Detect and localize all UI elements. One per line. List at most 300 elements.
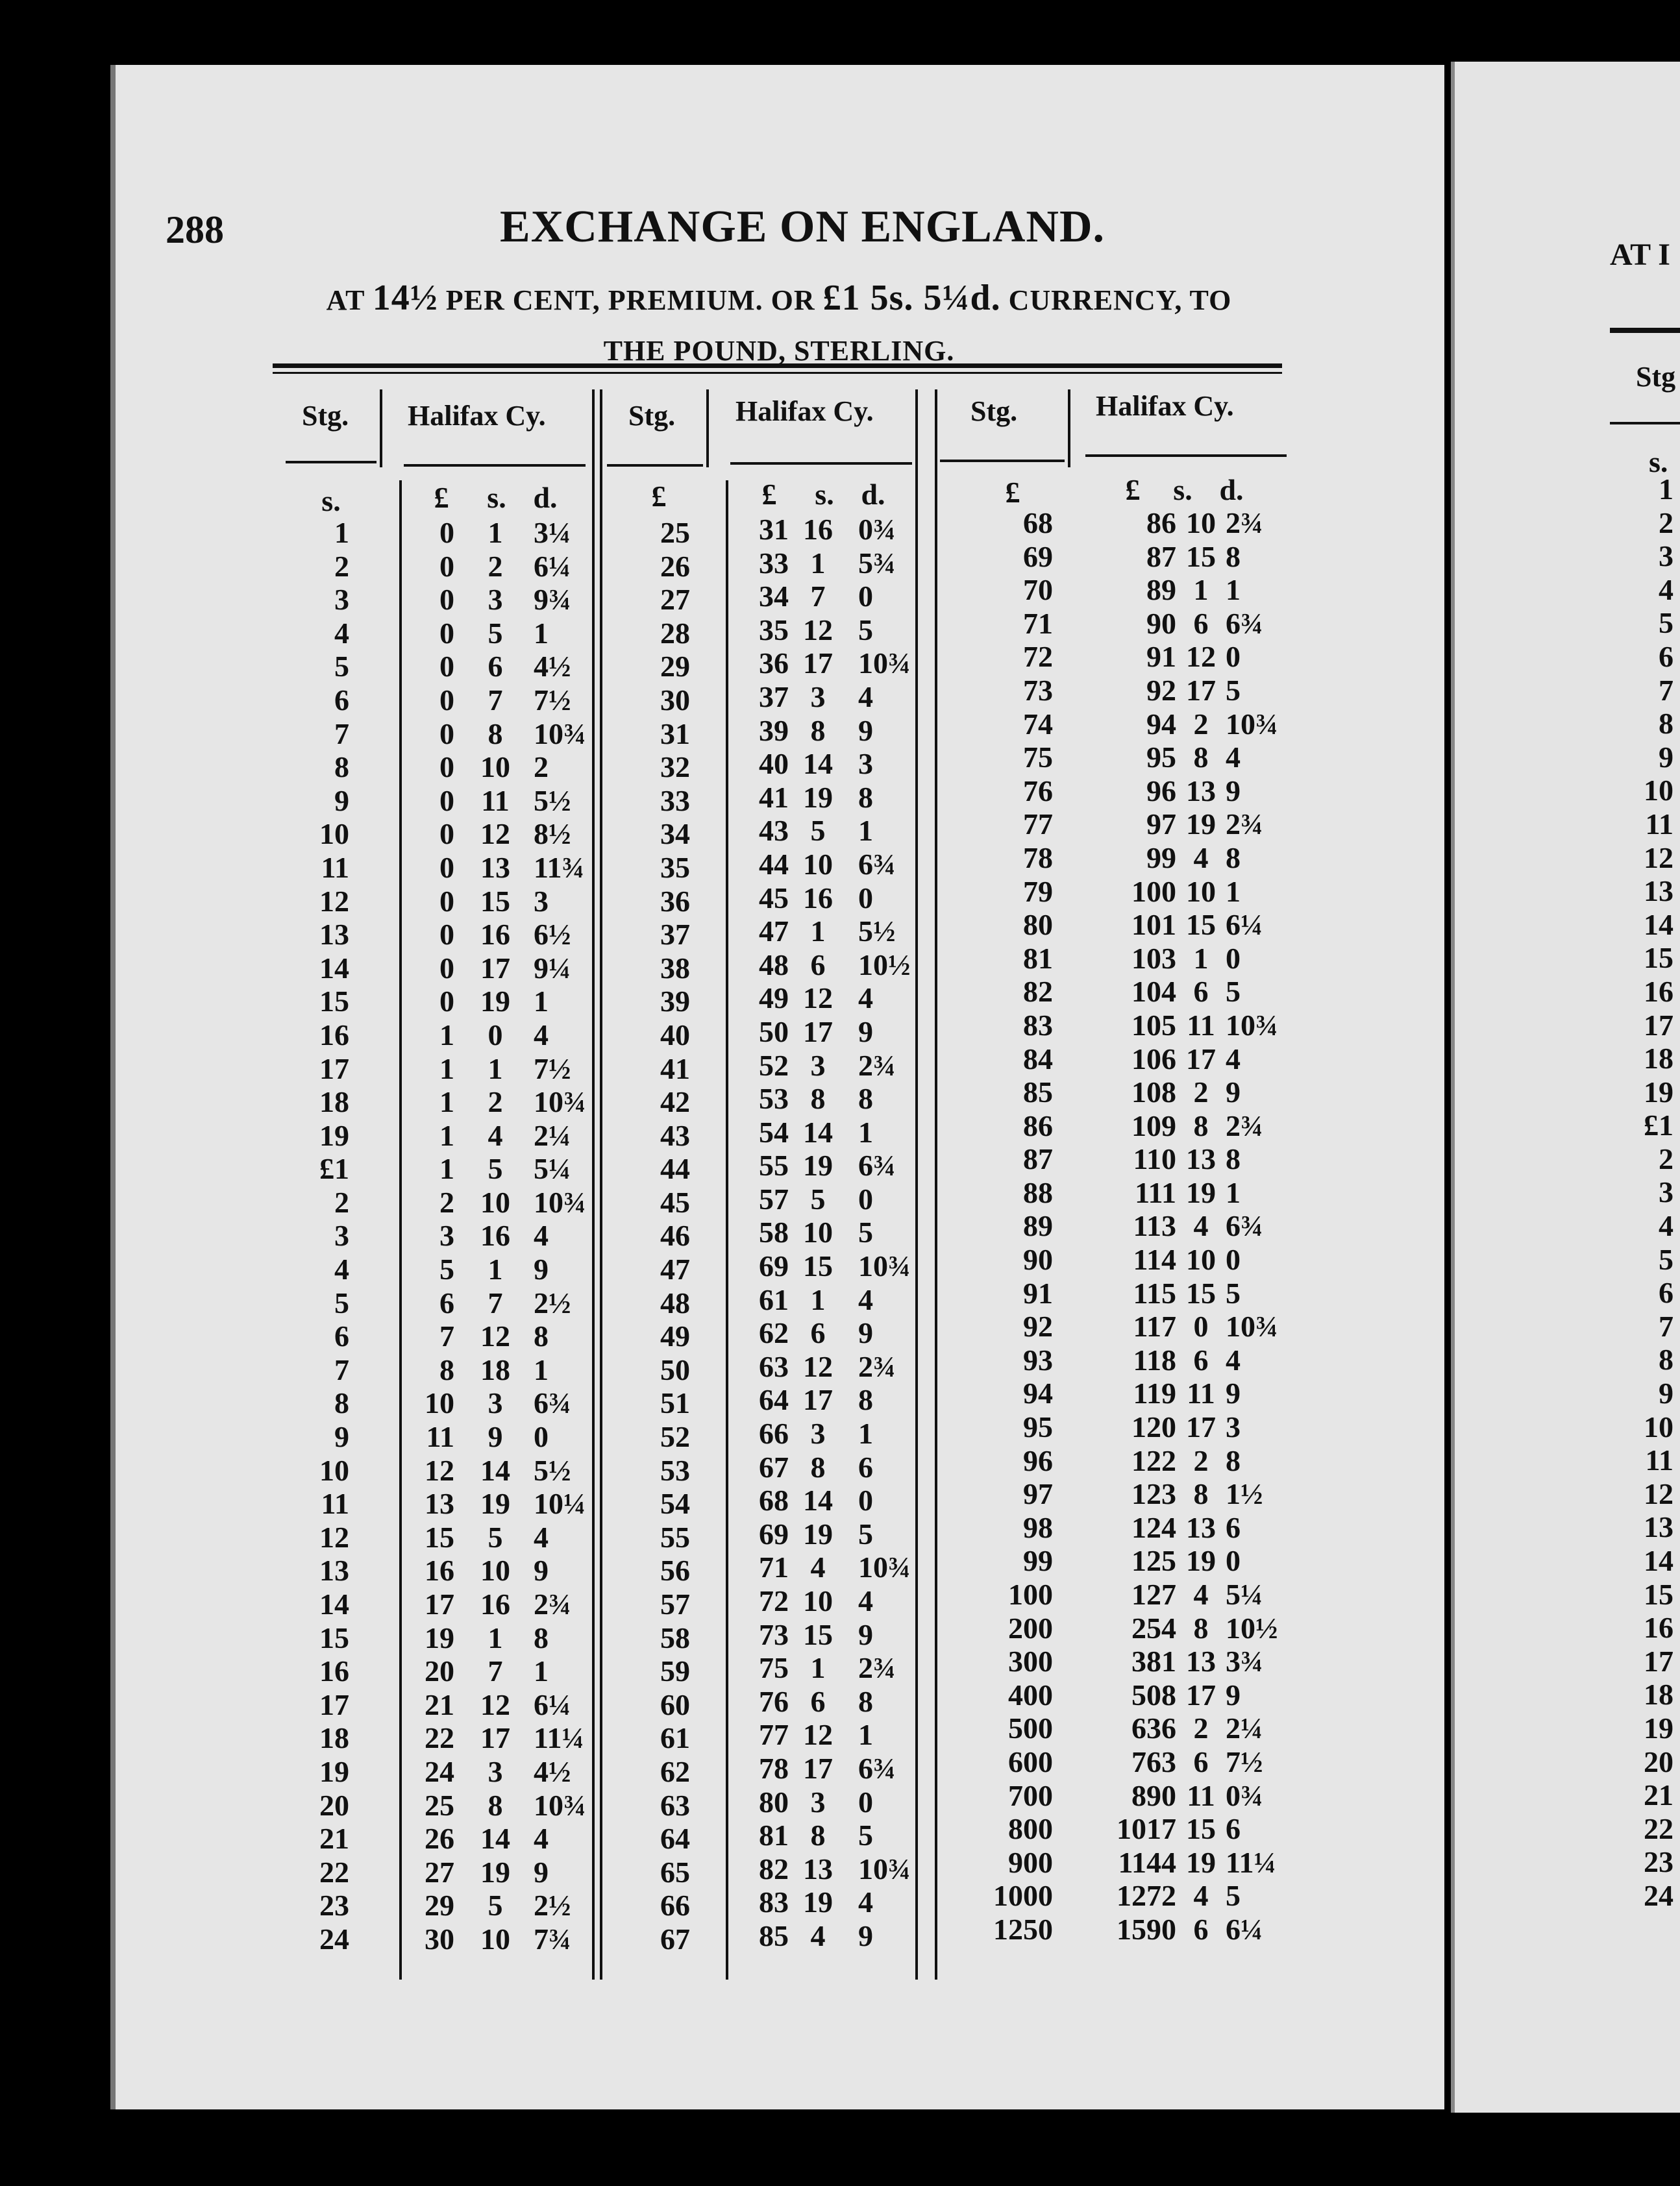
right-page-stg-fragment: Stg [1636, 361, 1676, 393]
table-cell: 9¼ [534, 951, 571, 985]
table-cell: 10 [803, 1216, 833, 1249]
table-cell: 3 [439, 1219, 454, 1253]
table-cell: 120 [1131, 1410, 1176, 1444]
table-cell: 61 [759, 1283, 789, 1316]
table-cell: 17 [1186, 673, 1216, 707]
table-cell: 3 [1659, 1175, 1674, 1209]
table-cell: 4 [1226, 1343, 1241, 1377]
table-cell: 96 [1023, 1443, 1053, 1477]
table-cell: 1 [1193, 573, 1209, 607]
table-cell: 11 [1187, 1778, 1215, 1812]
table-cell: 4 [534, 1018, 549, 1051]
header-rule [1085, 454, 1287, 457]
column-divider [915, 389, 918, 1980]
table-cell: 0 [858, 1484, 873, 1517]
table-cell: 47 [660, 1253, 690, 1286]
table-cell: 14 [803, 1484, 833, 1517]
table-cell: 8 [858, 1684, 873, 1718]
table-cell: 9 [488, 1420, 503, 1454]
table-cell: 100 [1008, 1578, 1053, 1611]
table-cell: 2¾ [858, 1349, 896, 1383]
table-cell: 7 [1659, 673, 1674, 707]
table-cell: 4 [1659, 572, 1674, 606]
table-cell: 10 [1644, 774, 1674, 807]
table-cell: 100 [1131, 874, 1176, 908]
table-cell: 9 [858, 1617, 873, 1651]
table-cell: 82 [759, 1852, 789, 1885]
table-cell: 15 [1186, 1812, 1216, 1846]
table-cell: 1 [488, 1051, 503, 1085]
column-divider [399, 480, 402, 1980]
table-cell: 15 [425, 1520, 454, 1554]
table-cell: 47 [759, 915, 789, 948]
table-cell: 10 [319, 1453, 349, 1487]
table-cell: 8 [488, 1788, 503, 1822]
section1-pence-column [534, 516, 591, 1956]
table-cell: 63 [660, 1788, 690, 1822]
table-cell: 5 [439, 1253, 454, 1286]
table-cell: 4 [488, 1118, 503, 1152]
table-cell: 7 [1659, 1309, 1674, 1343]
table-cell: 97 [1023, 1477, 1053, 1511]
section1-shillings-column [466, 516, 525, 1956]
table-cell: 4 [334, 616, 349, 650]
table-cell: 6 [1226, 1510, 1241, 1544]
table-cell: 27 [425, 1855, 454, 1889]
table-cell: 26 [660, 549, 690, 583]
table-cell: 12 [1644, 1477, 1674, 1510]
table-cell: 115 [1133, 1276, 1176, 1310]
table-cell: 55 [660, 1520, 690, 1554]
table-cell: 11 [481, 783, 510, 817]
header-stg-1: Stg. [302, 400, 349, 432]
table-cell: 98 [1023, 1510, 1053, 1544]
section2-pence-column [858, 513, 915, 1953]
table-cell: 18 [319, 1721, 349, 1755]
table-cell: 19 [1644, 1075, 1674, 1109]
table-cell: 19 [480, 1855, 510, 1889]
table-cell: 1 [334, 516, 349, 549]
table-cell: 76 [759, 1684, 789, 1718]
table-cell: 1 [534, 1654, 549, 1688]
table-cell: 4 [1193, 1578, 1209, 1611]
table-cell: 85 [759, 1919, 789, 1952]
table-cell: 7½ [534, 683, 571, 717]
table-cell: 9 [858, 1919, 873, 1952]
table-cell: 13 [1644, 1510, 1674, 1544]
table-cell: 4 [534, 1219, 549, 1253]
table-cell: 4 [858, 1885, 873, 1919]
table-cell: 35 [660, 850, 690, 884]
table-cell: 83 [759, 1885, 789, 1919]
table-cell: 48 [660, 1286, 690, 1320]
table-cell: 15 [1186, 1276, 1216, 1310]
page-number: 288 [166, 208, 224, 251]
table-cell: 8 [858, 780, 873, 814]
table-cell: 11¼ [534, 1721, 584, 1755]
right-page-rule [1610, 328, 1680, 333]
table-cell: 69 [759, 1249, 789, 1283]
table-cell: 8 [334, 750, 349, 784]
table-cell: 0 [439, 549, 454, 583]
table-cell: 5 [1226, 975, 1241, 1009]
table-cell: 10½ [1226, 1611, 1278, 1645]
table-cell: 16 [1644, 1611, 1674, 1645]
table-cell: 54 [759, 1115, 789, 1149]
table-cell: 14 [480, 1453, 510, 1487]
table-cell: 39 [759, 713, 789, 747]
table-cell: 52 [759, 1048, 789, 1082]
table-cell: 8 [858, 1082, 873, 1116]
unit-shillings-3: s. [1173, 473, 1192, 506]
table-cell: 7 [334, 717, 349, 750]
table-cell: 19 [480, 985, 510, 1018]
table-cell: 8 [810, 1819, 826, 1852]
table-cell: 23 [1644, 1845, 1674, 1879]
table-cell: 29 [660, 650, 690, 683]
table-cell: 900 [1008, 1845, 1053, 1879]
table-cell: 8 [334, 1386, 349, 1420]
table-cell: 8 [1226, 539, 1241, 573]
table-cell: 57 [660, 1588, 690, 1621]
unit-pounds-3: £ [1125, 473, 1141, 506]
table-cell: 500 [1008, 1712, 1053, 1745]
table-cell: 8 [439, 1353, 454, 1386]
table-cell: 1250 [993, 1912, 1053, 1946]
table-cell: 10 [480, 750, 510, 784]
column-divider [726, 480, 728, 1980]
table-cell: 38 [660, 951, 690, 985]
table-cell: 4 [858, 1283, 873, 1316]
table-cell: 6¼ [534, 1688, 571, 1721]
table-cell: 10¾ [1226, 1310, 1278, 1344]
table-cell: 16 [319, 1018, 349, 1051]
table-cell: 10 [480, 1554, 510, 1588]
table-cell: 73 [759, 1617, 789, 1651]
table-cell: 19 [803, 1149, 833, 1183]
table-cell: 2¼ [1226, 1712, 1263, 1745]
table-cell: 3 [810, 1785, 826, 1819]
table-cell: 1 [858, 1417, 873, 1451]
table-cell: 8 [810, 713, 826, 747]
table-cell: 11 [1645, 1443, 1674, 1477]
table-cell: 40 [759, 747, 789, 781]
table-cell: 6 [488, 650, 503, 683]
table-cell: 91 [1023, 1276, 1053, 1310]
table-cell: 14 [480, 1822, 510, 1856]
table-cell: 10¾ [1226, 707, 1278, 741]
table-cell: 5 [1226, 1276, 1241, 1310]
table-cell: 33 [759, 546, 789, 580]
table-cell: 17 [1186, 1678, 1216, 1712]
table-cell: 109 [1131, 1109, 1176, 1142]
table-cell: 12 [480, 1688, 510, 1721]
table-cell: 83 [1023, 1008, 1053, 1042]
table-cell: 6¼ [534, 549, 571, 583]
table-subtitle [247, 273, 1311, 376]
table-cell: 1 [1193, 941, 1209, 975]
table-cell: 68 [1023, 506, 1053, 539]
table-cell: 13 [319, 918, 349, 952]
table-cell: 0 [439, 817, 454, 851]
table-cell: 3 [1226, 1410, 1241, 1444]
table-cell: 5½ [534, 1453, 571, 1487]
table-cell: 11 [321, 1487, 349, 1521]
table-cell: 50 [759, 1014, 789, 1048]
table-cell: 9 [334, 1420, 349, 1454]
header-rule [404, 464, 586, 467]
table-cell: 0 [439, 951, 454, 985]
table-cell: 16 [480, 918, 510, 952]
table-cell: 92 [1146, 673, 1176, 707]
table-cell: 5 [488, 616, 503, 650]
table-cell: 19 [319, 1118, 349, 1152]
table-cell: 6¼ [1226, 908, 1263, 942]
table-cell: 254 [1131, 1611, 1176, 1645]
table-cell: 10¾ [534, 1185, 586, 1219]
table-cell: 3 [810, 1417, 826, 1451]
table-cell: 64 [660, 1822, 690, 1856]
table-cell: 17 [1644, 1008, 1674, 1042]
table-cell: 72 [759, 1584, 789, 1617]
table-cell: 0 [858, 1785, 873, 1819]
table-cell: 91 [1146, 640, 1176, 674]
table-cell: 19 [1186, 1544, 1216, 1578]
table-cell: 62 [660, 1754, 690, 1788]
table-cell: 12 [803, 981, 833, 1015]
table-cell: 0 [534, 1420, 549, 1454]
table-cell: 13 [1186, 774, 1216, 807]
table-top-rule [273, 363, 1282, 374]
table-cell: 10¾ [534, 1788, 586, 1822]
table-cell: 22 [319, 1855, 349, 1889]
table-cell: 12 [480, 817, 510, 851]
table-cell: 5 [1226, 673, 1241, 707]
table-cell: 0 [439, 985, 454, 1018]
table-cell: 7 [488, 1654, 503, 1688]
table-cell: 2¾ [858, 1048, 896, 1082]
table-cell: 21 [1644, 1778, 1674, 1812]
table-cell: 44 [660, 1152, 690, 1186]
table-cell: 4½ [534, 1754, 571, 1788]
table-cell: 58 [759, 1216, 789, 1249]
table-cell: 67 [660, 1922, 690, 1956]
table-cell: 17 [1186, 1042, 1216, 1075]
section2-shillings-column [792, 513, 844, 1953]
table-cell: 8 [810, 1450, 826, 1484]
table-cell: 4 [1193, 1209, 1209, 1243]
table-cell: 3 [488, 1754, 503, 1788]
table-cell: 29 [425, 1889, 454, 1922]
table-cell: 6¾ [858, 847, 896, 881]
table-cell: 94 [1023, 1377, 1053, 1410]
table-cell: 12 [803, 1718, 833, 1752]
table-cell: 12 [319, 884, 349, 918]
table-cell: 89 [1146, 573, 1176, 607]
table-cell: 2 [534, 750, 549, 784]
right-page-stg-column [1610, 473, 1680, 1913]
table-cell: 1 [858, 814, 873, 848]
table-cell: 1 [1659, 473, 1674, 506]
table-cell: 6¾ [858, 1149, 896, 1183]
table-cell: 12 [425, 1453, 454, 1487]
table-cell: 78 [1023, 841, 1053, 874]
table-cell: 7 [810, 580, 826, 613]
table-cell: 7½ [534, 1051, 571, 1085]
table-cell: 88 [1023, 1175, 1053, 1209]
table-cell: 17 [803, 1751, 833, 1785]
table-cell: 13 [480, 850, 510, 884]
table-cell: 0 [439, 918, 454, 952]
table-cell: 76 [1023, 774, 1053, 807]
table-cell: 74 [1023, 707, 1053, 741]
table-cell: 124 [1131, 1510, 1176, 1544]
table-cell: 2¾ [858, 1651, 896, 1685]
table-cell: 17 [319, 1051, 349, 1085]
table-cell: 7 [488, 683, 503, 717]
table-cell: 5¼ [1226, 1578, 1263, 1611]
table-cell: 3 [488, 1386, 503, 1420]
table-cell: 4 [1193, 1879, 1209, 1913]
table-cell: 2¾ [1226, 807, 1263, 841]
table-cell: 127 [1131, 1578, 1176, 1611]
right-page-header-rule [1610, 422, 1680, 424]
table-cell: 67 [759, 1450, 789, 1484]
table-cell: 48 [759, 948, 789, 981]
table-cell: 5 [334, 1286, 349, 1320]
table-cell: 117 [1133, 1310, 1176, 1344]
table-cell: 18 [1644, 1042, 1674, 1075]
table-cell: 30 [660, 683, 690, 717]
section3-shillings-column [1178, 506, 1224, 1947]
section2-pounds-column [730, 513, 789, 1953]
table-cell: 17 [1186, 1410, 1216, 1444]
table-cell: 16 [803, 513, 833, 546]
table-cell: 15 [1644, 1577, 1674, 1611]
table-cell: 6 [334, 1320, 349, 1353]
table-cell: 20 [319, 1788, 349, 1822]
table-cell: 3 [334, 583, 349, 617]
column-divider [1068, 389, 1070, 467]
table-cell: 5¾ [858, 546, 896, 580]
table-cell: 8 [1193, 1611, 1209, 1645]
table-cell: 3 [810, 1048, 826, 1082]
table-cell: 85 [1023, 1075, 1053, 1109]
table-cell: 46 [660, 1219, 690, 1253]
table-cell: 16 [803, 881, 833, 915]
table-cell: 51 [660, 1386, 690, 1420]
table-cell: 19 [803, 1885, 833, 1919]
unit-stg-3: £ [1005, 476, 1020, 509]
table-cell: 0 [439, 650, 454, 683]
table-cell: 0 [858, 1182, 873, 1216]
table-cell: 8 [1226, 1443, 1241, 1477]
table-cell: 4 [858, 1584, 873, 1617]
table-cell: 9 [1659, 740, 1674, 774]
table-cell: 6 [810, 1316, 826, 1350]
table-cell: 0 [439, 683, 454, 717]
table-cell: 24 [319, 1922, 349, 1956]
table-cell: 0 [488, 1018, 503, 1051]
table-cell: 2 [334, 1185, 349, 1219]
table-cell: 6¼ [1226, 1912, 1263, 1946]
table-cell: 10 [1186, 506, 1216, 539]
table-cell: 41 [759, 780, 789, 814]
table-cell: 18 [319, 1085, 349, 1119]
table-cell: 2¼ [534, 1118, 571, 1152]
page-title: EXCHANGE ON ENGLAND. [500, 202, 1106, 252]
right-page-header-fragment: AT I [1610, 238, 1670, 272]
table-cell: 39 [660, 985, 690, 1018]
table-cell: 14 [319, 1588, 349, 1621]
table-cell: 2 [1193, 1443, 1209, 1477]
header-stg-2: Stg. [628, 400, 676, 432]
table-cell: 89 [1023, 1209, 1053, 1243]
table-cell: 1 [858, 1115, 873, 1149]
table-cell: 3 [1659, 539, 1674, 573]
table-cell: 8 [858, 1383, 873, 1417]
table-cell: 75 [759, 1651, 789, 1685]
table-cell: 32 [660, 750, 690, 784]
table-cell: 64 [759, 1383, 789, 1417]
table-cell: 5 [488, 1520, 503, 1554]
header-halifax-3: Halifax Cy. [1096, 390, 1234, 422]
table-cell: 5½ [858, 915, 896, 948]
table-cell: 5 [1659, 606, 1674, 640]
table-cell: 9¾ [534, 583, 571, 617]
table-cell: 6½ [534, 918, 571, 952]
table-cell: 10 [803, 847, 833, 881]
table-cell: 61 [660, 1721, 690, 1755]
table-cell: 21 [425, 1688, 454, 1721]
table-cell: 66 [759, 1417, 789, 1451]
table-cell: £1 [319, 1152, 349, 1186]
table-cell: 10 [1644, 1410, 1674, 1443]
table-cell: 123 [1131, 1477, 1176, 1511]
table-cell: 1 [439, 1118, 454, 1152]
table-cell: 60 [660, 1688, 690, 1721]
table-cell: 9 [1226, 1075, 1241, 1109]
table-cell: 9 [1226, 1678, 1241, 1712]
table-cell: 5 [488, 1152, 503, 1186]
table-cell: 0 [1193, 1310, 1209, 1344]
table-cell: 15 [319, 1621, 349, 1654]
table-cell: 0 [439, 583, 454, 617]
table-cell: 0 [439, 516, 454, 549]
table-cell: 43 [660, 1118, 690, 1152]
table-cell: 1 [534, 616, 549, 650]
table-cell: 35 [759, 613, 789, 646]
table-cell: 106 [1131, 1042, 1176, 1075]
unit-pence-2: d. [861, 478, 885, 511]
table-cell: 3 [334, 1219, 349, 1253]
column-divider [706, 389, 709, 467]
table-cell: 125 [1131, 1544, 1176, 1578]
table-cell: 8 [1659, 1343, 1674, 1377]
table-cell: 15 [1644, 941, 1674, 975]
table-cell: 6 [1193, 1343, 1209, 1377]
table-cell: 11 [1645, 807, 1674, 841]
table-cell: 2 [334, 549, 349, 583]
table-cell: 70 [1023, 573, 1053, 607]
table-cell: 6 [1193, 975, 1209, 1009]
column-divider [592, 389, 595, 1980]
table-cell: 10¾ [534, 717, 586, 750]
table-cell: 8 [1226, 1142, 1241, 1176]
table-cell: 5 [810, 814, 826, 848]
right-page-unit-fragment: s. [1649, 445, 1668, 478]
table-cell: 16 [425, 1554, 454, 1588]
